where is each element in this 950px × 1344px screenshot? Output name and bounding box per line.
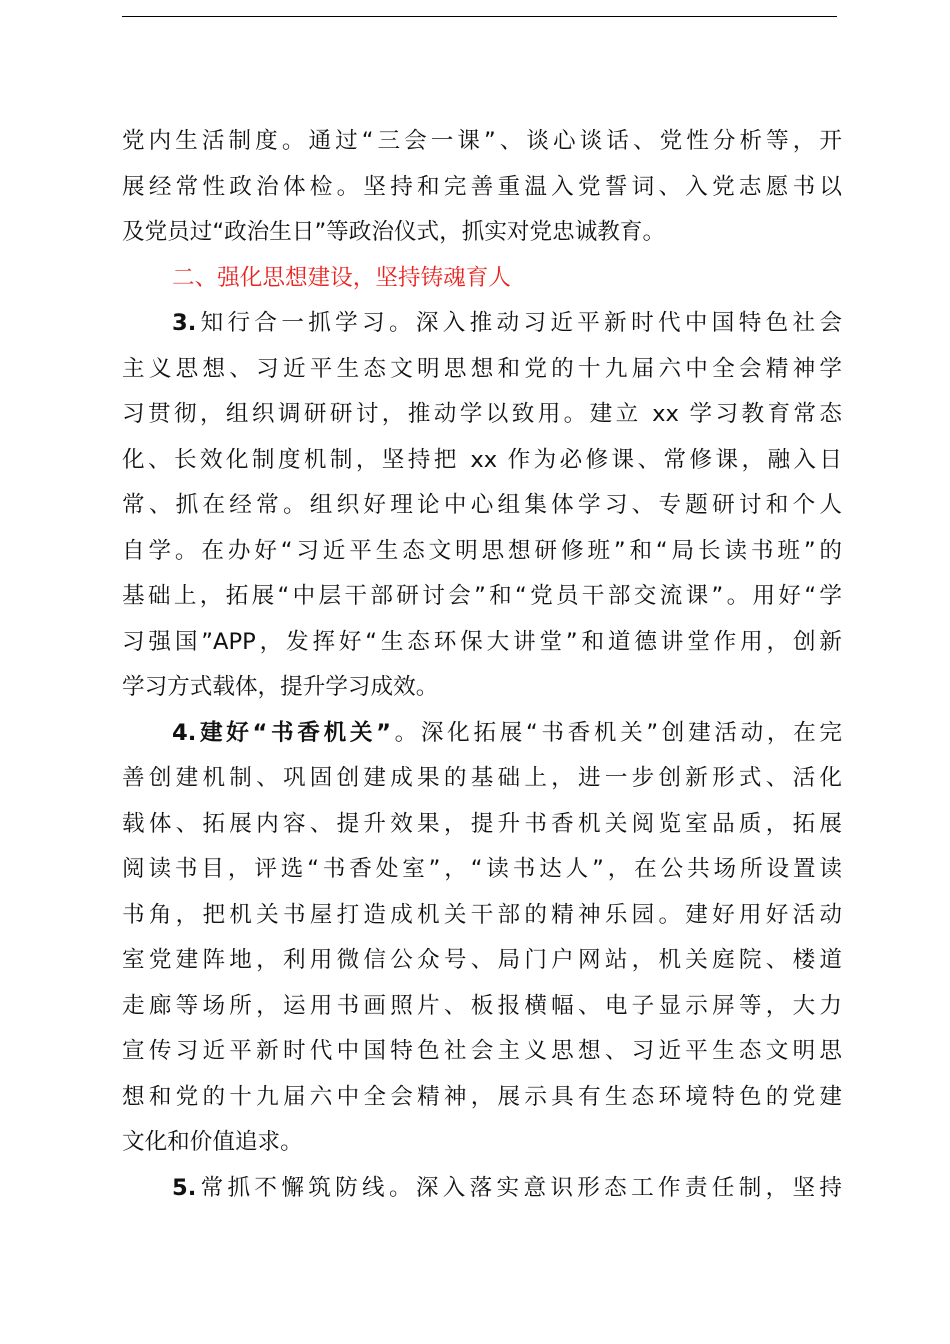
paragraph-line: 基础上，拓展“中层干部研讨会”和“党员干部交流课”。用好“学 xyxy=(122,583,842,609)
paragraph-number: 5. xyxy=(172,1174,197,1201)
paragraph-line: 宣传习近平新时代中国特色社会主义思想、习近平生态文明思 xyxy=(122,1038,842,1064)
paragraph-line: 知行合一抓学习。深入推动习近平新时代中国特色社会 xyxy=(196,310,842,336)
paragraph-line: 书角，把机关书屋打造成机关干部的精神乐园。建好用好活动 xyxy=(122,901,842,928)
paragraph-line: 载体、拓展内容、提升效果，提升书香机关阅览室品质，拓展 xyxy=(122,810,842,837)
paragraph-line: 习强国”APP，发挥好“生态环保大讲堂”和道德讲堂作用，创新 xyxy=(122,628,842,655)
paragraph-4-first-line xyxy=(122,711,842,757)
paragraph-line: 化、长效化制度机制，坚持把 xx 作为必修课、常修课，融入日 xyxy=(122,446,842,473)
paragraph-line: 习贯彻，组织调研研讨，推动学以致用。建立 xx 学习教育常态 xyxy=(122,401,842,427)
paragraph-line: 文化和价值追求。 xyxy=(122,1129,303,1155)
paragraph-5-first-line xyxy=(122,1166,842,1212)
paragraph-3-first-line xyxy=(122,301,842,347)
paragraph-line: 展经常性政治体检。坚持和完善重温入党誓词、入党志愿书以 xyxy=(122,173,842,200)
paragraph-number: 4. xyxy=(172,719,197,746)
paragraph-line: 自学。在办好“习近平生态文明思想研修班”和“局长读书班”的 xyxy=(122,537,842,564)
paragraph-line: 善创建机制、巩固创建成果的基础上，进一步创新形式、活化 xyxy=(122,765,842,791)
paragraph-line: 走廊等场所，运用书画照片、板报横幅、电子显示屏等，大力 xyxy=(122,992,842,1019)
paragraph-line: 党内生活制度。通过“三会一课”、谈心谈话、党性分析等，开 xyxy=(122,128,842,154)
paragraph-title: 建好“书香机关” xyxy=(196,719,391,746)
paragraph-line: 及党员过“政治生日”等政治仪式，抓实对党忠诚教育。 xyxy=(122,219,666,245)
paragraph-line: 想和党的十九届六中全会精神，展示具有生态环境特色的党建 xyxy=(122,1083,842,1110)
section-heading: 二、强化思想建设，坚持铸魂育人 xyxy=(172,264,511,291)
paragraph-number: 3. xyxy=(172,310,197,336)
paragraph-line: 学习方式载体，提升学习成效。 xyxy=(122,674,439,700)
paragraph-line: 。深化拓展“书香机关”创建活动，在完 xyxy=(390,719,842,746)
document-body xyxy=(122,119,842,1211)
paragraph-line: 常、抓在经常。组织好理论中心组集体学习、专题研讨和个人 xyxy=(122,492,842,518)
paragraph-line: 室党建阵地，利用微信公众号、局门户网站，机关庭院、楼道 xyxy=(122,947,842,973)
header-rule xyxy=(122,16,837,17)
paragraph-line: 阅读书目，评选“书香处室”，“读书达人”，在公共场所设置读 xyxy=(122,856,842,882)
paragraph-line: 主义思想、习近平生态文明思想和党的十九届六中全会精神学 xyxy=(122,355,842,382)
paragraph-line: 常抓不懈筑防线。深入落实意识形态工作责任制，坚持 xyxy=(196,1174,842,1201)
